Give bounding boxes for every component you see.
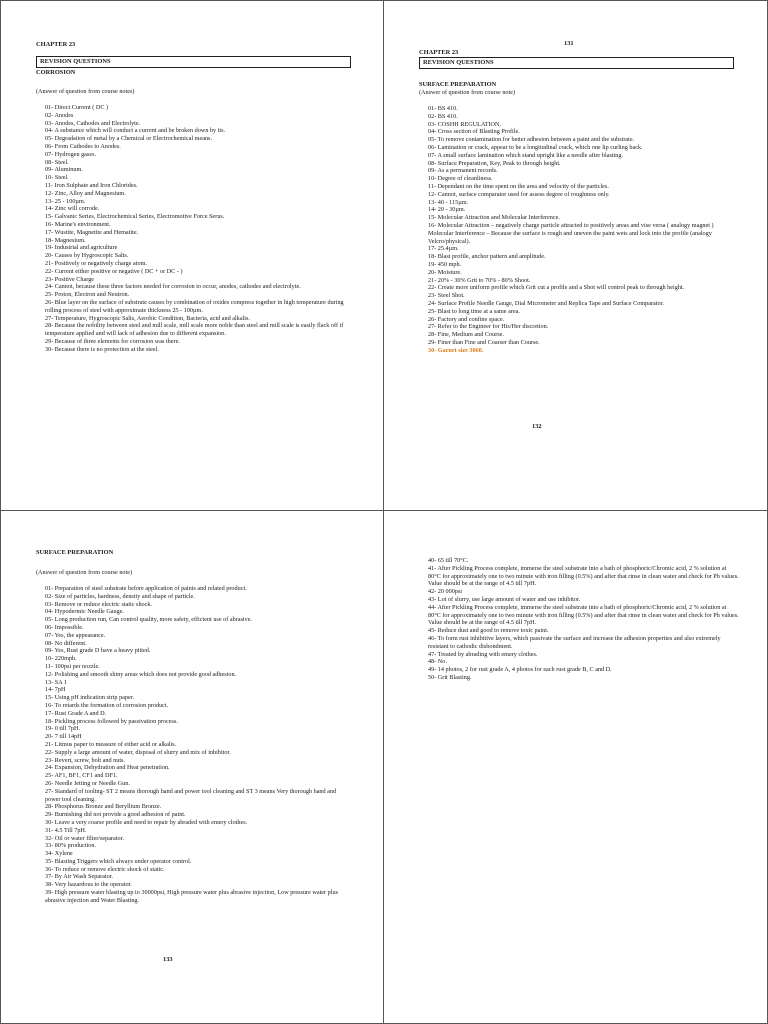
page-divider-horizontal: [0, 510, 768, 511]
answer-item: 32- Oil or water filter/separator.: [45, 834, 124, 842]
page-number: 132: [532, 423, 542, 430]
answer-item: 04- Hypodermic Needle Gauge.: [45, 608, 125, 616]
page-corrosion-answers: [36, 40, 351, 354]
answer-item: 37- By Air Wash Separator.: [45, 873, 113, 881]
answer-item: 06- Impossible.: [45, 623, 84, 631]
answer-item: 30- Because there is no protection at the steel.: [45, 345, 159, 353]
section-title: SURFACE PREPARATION: [36, 549, 114, 556]
answer-note: (Answer of question from course note): [36, 569, 133, 576]
answer-item: 28- Fine, Medium and Course.: [428, 331, 504, 339]
answer-item: 50- Grit Blasting.: [428, 673, 472, 681]
answer-item: 10- Steel.: [45, 174, 69, 182]
answer-item: 17- Rust Grade A and D.: [45, 709, 107, 717]
answer-item: 08- No different.: [45, 639, 87, 647]
answer-item: 14- Zinc will corrode.: [45, 205, 100, 213]
answer-item: 25- Blast to long time at a same area.: [428, 307, 520, 315]
answer-item: 15- Galvanic Series, Electrochemical Series, Electromotive Force Serus.: [45, 213, 225, 221]
answer-item: 24- Expansion, Dehydration and Heat penetration.: [45, 764, 170, 772]
answer-item: 19- 450 mph.: [428, 260, 462, 268]
answer-item: 01- Direct Current ( DC ): [45, 104, 109, 111]
answer-item: 04- A substance which will conduct a current and be broken down by its.: [45, 127, 226, 135]
answer-item: 06- From Cathodes to Anodes.: [45, 142, 121, 150]
answer-item: 05- Long production run, Can control quality, more safety, efficient use of abrasive.: [45, 616, 252, 624]
answer-item: 12- Cannot, surface comparator used for assess degree of roughness only.: [428, 190, 610, 198]
answer-item: 02- BS 410.: [428, 112, 458, 120]
answer-item: 33- 80% production.: [45, 842, 97, 850]
answer-item: 21- Litmus paper to measure of either acid or alkalis.: [45, 740, 177, 748]
answer-item: 18- Pickling process followed by passivation process.: [45, 717, 178, 725]
answer-item: 22- Create more uniform profile which Grit cut a profile and a Shot will control peak to through height.: [428, 284, 685, 292]
answer-item: 09- Aluminum.: [45, 166, 83, 174]
answer-item: 01- BS 410.: [428, 105, 458, 112]
answer-item: 23- Revert, screw, bolt and nuts.: [45, 756, 126, 764]
answer-item: 11- Dependant on the time spent on the area and velocity of the particles.: [428, 182, 609, 190]
answer-item: 35- Blasting Triggers which always under operator control.: [45, 857, 192, 865]
answer-item: 16- Molecular Attraction – negatively charge particle attracted to positively areas and vise versa ( analogy magnet ) Molecular Interference – Because the surface is rough and uneven the paint wets and lock into the profile (analogy Velcro/physical).: [428, 221, 714, 245]
answer-item: 11- Iron Sulphate and Iron Chlorides.: [45, 181, 138, 189]
revision-questions-box: REVISION QUESTIONS: [36, 56, 351, 68]
answer-item: 42- 20 000psi: [428, 588, 463, 596]
answer-item: 44- After Pickling Process complete, immerse the steel substrate into a bath of phosphoric/Chromic acid, 2 % solution at 80°C for approximately one to two minute with iron filling (0.5%) and after that rinse in clean water and check for Ph values. Value should be at the range of 4.5 till 7pH.: [428, 603, 739, 627]
answer-item: 43- Lot of slurry, use large amount of water and use inhibitor.: [428, 595, 581, 603]
answer-item: 18- Blast profile, anchor pattern and amplitude.: [428, 253, 546, 261]
page-surface-prep-answers-3: [419, 557, 739, 682]
answer-item: 15- Using pH indication strip paper.: [45, 694, 135, 702]
answer-item: 04- Cross section of Blasting Profile.: [428, 128, 520, 136]
answer-item: 09- Yes, Rust grade D have a heavy pitted.: [45, 647, 151, 655]
answer-item: 39- High pressure water blasting up to 30000psi, High pressure water plus abrasive injection, Low pressure water plus abrasive injection and Water Blasting.: [45, 889, 338, 904]
answer-item: 14- 7pH: [45, 686, 66, 694]
answer-item: 17- 25.4µm.: [428, 245, 459, 253]
page-number: 131: [564, 40, 574, 47]
answer-item: 25- Proton, Electron and Neutron.: [45, 291, 130, 299]
answer-item: 12- Zinc, Alloy and Magnesium.: [45, 189, 126, 197]
answer-item: 24- Surface Profile Needle Gauge, Dial Micrometer and Replica Tape and Surface Comparator.: [428, 299, 664, 307]
answer-note: (Answer of question from course notes): [36, 88, 135, 95]
answer-item: 16- To retards the formation of corrosion product.: [45, 701, 169, 709]
answer-item: 28- Because the nobility between steel and mill scale, mill scale more noble than steel and mill scale is easily flack off if temperature applied and will lack of adhesion due to different expansion.: [45, 322, 344, 338]
answer-item: 19- 0 till 7pH.: [45, 725, 81, 733]
answer-item: 07- A small surface lamination which stand upright like a needle after blasting.: [428, 151, 624, 159]
page-number: 133: [163, 956, 173, 963]
answer-item: 28- Phosphorus Bronze and Beryllium Bronze.: [45, 803, 162, 811]
answer-item: 12- Polishing and smooth shiny areas which does not provide good adhesion.: [45, 670, 237, 678]
answer-item: 02- Size of particles, hardness, density and shape of particle.: [45, 592, 195, 600]
answer-item: 47- Treated by abrading with emery clothes.: [428, 650, 538, 658]
answer-item: 41- After Pickling Process complete, immerse the steel substrate into a bath of phosphoric/Chromic acid, 2 % solution at 80°C for approximately one to two minute with iron filling (0.5%) and after that rinse in clean water and check for Ph values. Value should be at the range of 4.5 till 7pH.: [428, 564, 739, 588]
answer-item: 21- 20% - 30% Grit to 70% - 80% Shoot.: [428, 276, 531, 284]
answer-item-highlighted: 30- Garnet size 3060.: [428, 346, 484, 354]
answer-item: 29- Finer than Fine and Coarser than Course.: [428, 338, 540, 346]
chapter-heading: CHAPTER 23: [36, 41, 76, 48]
answer-item: 05- Degradation of metal by a Chemical or Electrochemical means.: [45, 135, 212, 143]
answer-list: [36, 585, 351, 905]
answer-item: 10- 220mph.: [45, 655, 77, 663]
answer-item: 36- To reduce or remove electric shock of static.: [45, 865, 165, 873]
answer-item: 21- Positively or negatively charge atom.: [45, 259, 147, 267]
answer-item: 26- Needle Jetting or Needle Gun.: [45, 779, 130, 787]
answer-item: 06- Lamination or crack, appear to be a longitudinal crack, which one lip curling back.: [428, 143, 643, 151]
answer-item: 24- Cannot, because these three factors needed for corrosion to occur, anodes, cathodes and electrolyte.: [45, 283, 301, 291]
answer-item: 23- Steel Shot.: [428, 292, 465, 300]
section-title: CORROSION: [36, 69, 76, 76]
answer-item: 45- Reduce dust and good to remove toxic paint.: [428, 627, 549, 635]
answer-item: 27- Refer to the Engineer for His/Her discretion.: [428, 323, 549, 331]
answer-item: 30- Leave a very coarse profile and need to repair by abraded with emery clothes.: [45, 818, 248, 826]
answer-item: 05- To remove contamination for better adhesion between a paint and the substrate.: [428, 136, 635, 144]
answer-item: 17- Wustite, Magnetite and Hematite.: [45, 228, 139, 236]
answer-list: [419, 557, 739, 682]
answer-item: 03- Anodes, Cathodes and Electrolyte.: [45, 119, 141, 127]
answer-item: 20- Moisture.: [428, 268, 462, 276]
answer-item: 08- Steel.: [45, 158, 69, 166]
answer-item: 49- 14 photos, 2 for rust grade A, 4 photos for each rust grade B, C and D.: [428, 666, 612, 674]
page-divider-vertical: [383, 0, 384, 1024]
answer-item: 27- Temperature, Hygroscopic Salts, Aerobic Condition, Bacteria, acid and alkalis.: [45, 314, 250, 322]
answer-item: 07- Yes, the appearance.: [45, 631, 106, 639]
answer-item: 26- Factory and confine space.: [428, 315, 505, 323]
answer-item: 07- Hydrogen gases.: [45, 150, 97, 158]
answer-item: 23- Positive Charge: [45, 275, 95, 283]
answer-item: 09- As a permanent records.: [428, 167, 498, 175]
answer-item: 20- 7 till 14pH: [45, 733, 82, 741]
answer-item: 29- Because of three elements for corrosion was there.: [45, 337, 180, 345]
answer-item: 22- Supply a large amount of water, disposal of slurry and mix of inhibitor.: [45, 748, 231, 756]
chapter-heading: CHAPTER 23: [419, 49, 459, 56]
answer-item: 02- Anodes: [45, 111, 74, 119]
answer-item: 16- Marine's environment.: [45, 220, 111, 228]
answer-list: [419, 105, 734, 355]
answer-item: 13- SA 1: [45, 678, 68, 686]
answer-list: [36, 104, 351, 354]
answer-item: 22- Current either positive or negative ( DC + or DC - ): [45, 267, 183, 275]
answer-item: 29- Burnishing did not provide a good adhesion of paint.: [45, 811, 186, 819]
answer-note: (Answer of question from course note): [419, 89, 516, 96]
answer-item: 18- Magnesium.: [45, 236, 86, 244]
answer-item: 26- Blue layer on the surface of substrate causes by combination of oxides compress together in high temperature during rolling process of steel with approximate thickness 25 - 100µm.: [45, 298, 344, 314]
answer-item: 31- 4.5 Till 7pH.: [45, 826, 87, 834]
answer-item: 40- 65 till 70°C.: [428, 557, 469, 564]
answer-item: 11- 100psi per nozzle.: [45, 662, 100, 670]
answer-item: 01- Preparation of steel substrate before application of paints and related product.: [45, 585, 247, 592]
answer-item: 19- Industrial and agriculture: [45, 244, 118, 252]
revision-questions-box: REVISION QUESTIONS: [419, 57, 734, 69]
answer-item: 27- Standard of tooling- ST 2 means thorough hand and power tool cleaning and ST 3 means Very thorough hand and power tool cleaning.: [45, 787, 337, 803]
answer-item: 46- To form rust inhibitive layers, which passivate the surface and increase the adhesion properties and also extremely resistant to cathodic disbondment.: [428, 634, 721, 650]
answer-item: 03- COSHH REGULATION.: [428, 120, 502, 128]
section-title: SURFACE PREPARATION: [419, 81, 497, 88]
answer-item: 15- Molecular Attraction and Molecular Interference.: [428, 214, 560, 222]
answer-item: 20- Causes by Hygroscopic Salts.: [45, 252, 129, 260]
answer-item: 14- 20 - 30µm.: [428, 206, 466, 214]
answer-item: 34- Xylene: [45, 850, 73, 858]
answer-item: 48- No.: [428, 658, 447, 666]
answer-item: 10- Degree of cleanliness.: [428, 175, 493, 183]
answer-item: 08- Surface Preparation, Key, Peak to through height.: [428, 159, 561, 167]
answer-item: 38- Very hazardous to the operator.: [45, 881, 132, 889]
page-surface-prep-answers-2: [36, 548, 351, 905]
answer-item: 13- 25 - 100µm.: [45, 197, 86, 205]
page-surface-prep-answers: [419, 48, 734, 355]
answer-item: 03- Remove or reduce electric static shock.: [45, 600, 153, 608]
answer-item: 25- AF1, BF1, CF1 and DF1.: [45, 772, 118, 780]
answer-item: 13- 40 - 115µm.: [428, 198, 469, 206]
